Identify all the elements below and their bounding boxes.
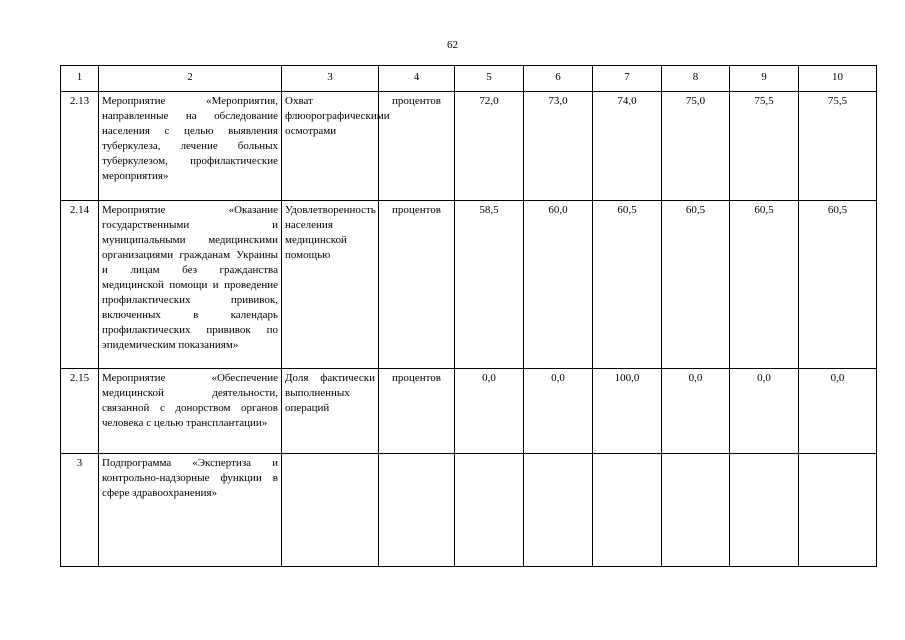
value-cell [524,454,593,567]
column-header: 8 [662,66,730,92]
value-cell [593,454,662,567]
table-row [61,201,877,369]
value-cell: 75,5 [730,92,799,201]
value-cell [799,454,877,567]
unit [379,454,455,567]
table-row [61,92,877,201]
value-cell [730,454,799,567]
value-cell: 60,5 [730,201,799,369]
row-number: 2.13 [61,92,99,201]
table-row [61,454,877,567]
value-cell: 0,0 [455,369,524,454]
column-header: 5 [455,66,524,92]
column-header: 1 [61,66,99,92]
indicator-name: Доля фактически выполненных операций [282,369,379,454]
value-cell: 75,5 [799,92,877,201]
event-name: Мероприятие «Обеспечение медицинской деятельности, связанной с донорством органов человека с целью трансплантации» [99,369,282,454]
row-number: 2.14 [61,201,99,369]
unit: процентов [379,92,455,201]
event-name: Мероприятие «Оказание государственными и муниципальными медицинскими организациями гражданам Украины и лицам без гражданства медицинской помощи и проведение профилактических прививок, включенных в календарь профилактических прививок по эпидемическим показаниям» [99,201,282,369]
value-cell: 60,5 [662,201,730,369]
value-cell: 0,0 [662,369,730,454]
value-cell [662,454,730,567]
value-cell: 60,0 [524,201,593,369]
indicator-name: Удовлетворенность населения медицинской помощью [282,201,379,369]
value-cell: 73,0 [524,92,593,201]
column-header: 2 [99,66,282,92]
value-cell: 60,5 [593,201,662,369]
indicator-name [282,454,379,567]
program-indicators-table [60,65,877,567]
column-header: 3 [282,66,379,92]
value-cell: 0,0 [524,369,593,454]
event-name: Мероприятие «Мероприятия, направленные на обследование населения с целью выявления туберкулеза, лечение больных туберкулезом, профилактические мероприятия» [99,92,282,201]
column-header: 9 [730,66,799,92]
table-row [61,369,877,454]
row-number: 2.15 [61,369,99,454]
value-cell: 60,5 [799,201,877,369]
value-cell: 75,0 [662,92,730,201]
row-number: 3 [61,454,99,567]
page-number: 62 [447,39,458,51]
column-header: 4 [379,66,455,92]
indicator-name: Охват флюорографическими осмотрами [282,92,379,201]
column-header: 6 [524,66,593,92]
column-header: 10 [799,66,877,92]
value-cell: 100,0 [593,369,662,454]
column-header: 7 [593,66,662,92]
unit: процентов [379,369,455,454]
value-cell: 0,0 [799,369,877,454]
value-cell: 0,0 [730,369,799,454]
value-cell [455,454,524,567]
value-cell: 74,0 [593,92,662,201]
column-number-row [61,66,877,92]
subprogram-name: Подпрограмма «Экспертиза и контрольно-надзорные функции в сфере здравоохранения» [99,454,282,567]
unit: процентов [379,201,455,369]
value-cell: 58,5 [455,201,524,369]
value-cell: 72,0 [455,92,524,201]
